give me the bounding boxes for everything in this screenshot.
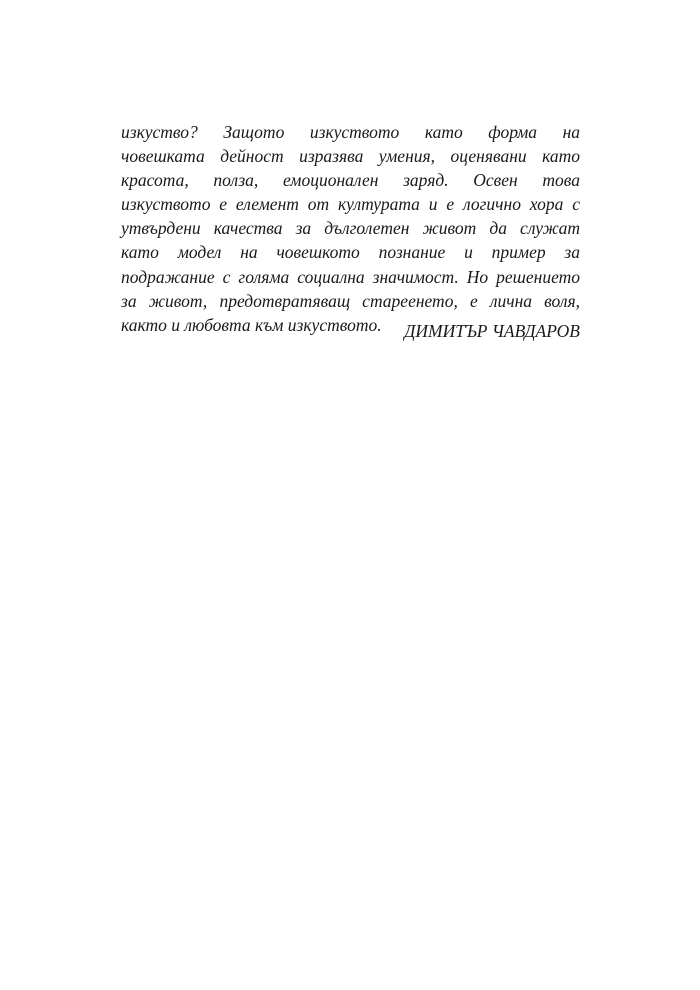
paragraph-line: подражание с голяма социална значимост. Но решението [121,266,580,287]
paragraph-line: красота, полза, емоционален заряд. Освен това [121,170,580,191]
paragraph-line: изкуство? Защото изкуството като форма на [121,122,580,142]
paragraph [121,120,580,337]
paragraph-line: човешката дейност изразява умения, оценявани като [121,146,580,167]
paragraph-line: утвърдени качества за дълголетен живот да служат [121,218,580,239]
author-signature: ДИМИТЪР ЧАВДАРОВ [404,321,580,341]
paragraph-line: като модел на човешкото познание и пример за [121,242,580,263]
paragraph-line: както и любовта към изкуството. [121,314,382,335]
paragraph-line: изкуството е елемент от културата и е логично хора с [121,194,580,215]
paragraph-line: за живот, предотвратяващ стареенето, е лична воля, [121,290,580,311]
